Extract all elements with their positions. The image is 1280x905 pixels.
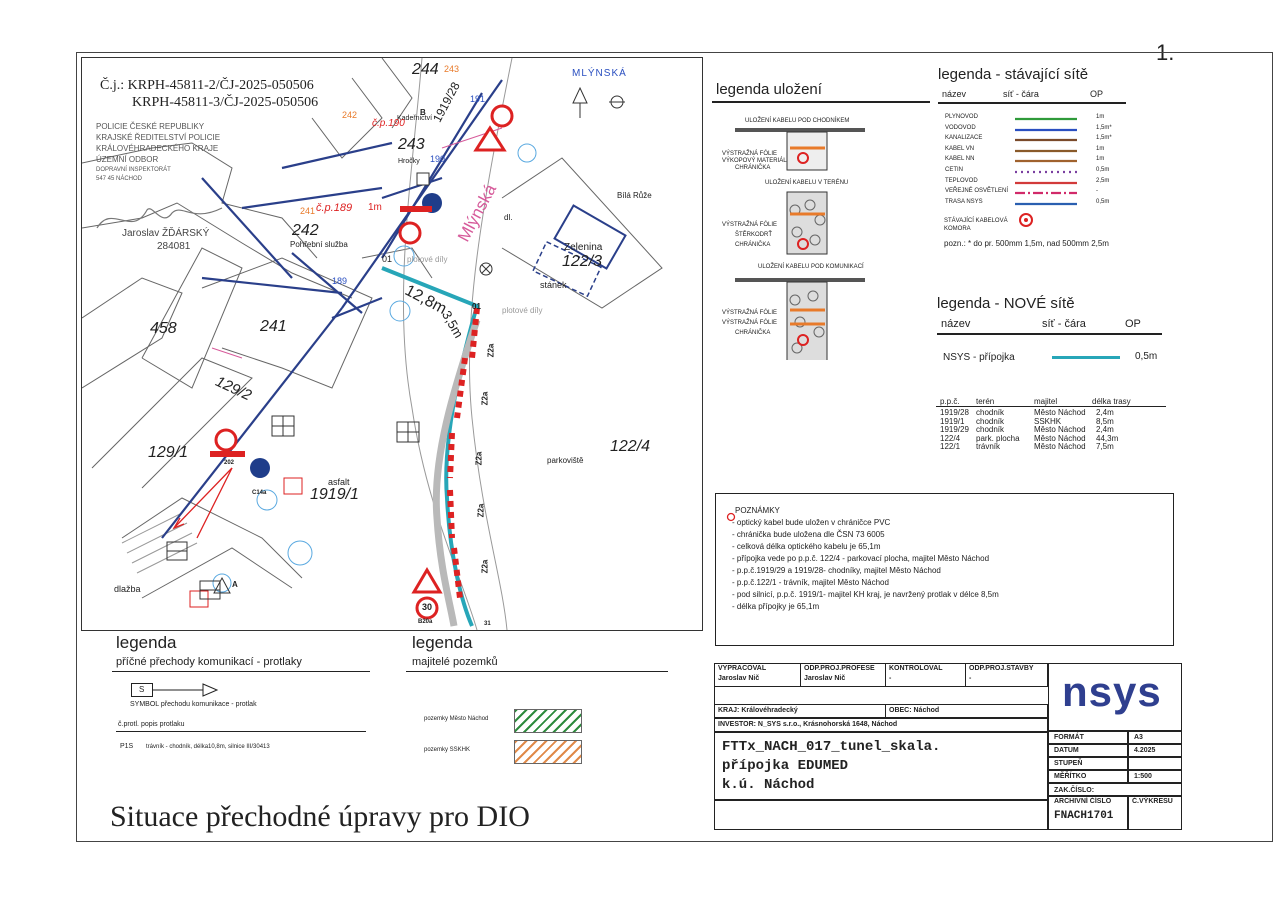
tb-cvykresu-label: Č.VÝKRESU <box>1132 798 1173 805</box>
label-kadernictvi: Kadeřnictví <box>397 115 433 122</box>
parcel-table-cell: 122/4 <box>940 433 961 443</box>
tb-kraj: KRAJ: Královéhradecký <box>718 707 798 714</box>
label-plotove-1: plotové díly <box>407 255 448 264</box>
stavajici-col-sit: síť - čára <box>1003 89 1039 99</box>
stavajici-row-line <box>1015 180 1077 186</box>
stavajici-row-name: CETIN <box>945 167 963 173</box>
legenda-nove-title: legenda - NOVÉ sítě <box>937 295 1075 312</box>
label-01-top: 01 <box>382 254 393 264</box>
stamp-number: 284081 <box>157 241 191 252</box>
sign-a: A <box>232 580 238 589</box>
sign-label-202: 202 <box>224 460 235 466</box>
tb-vypracoval-label: VYPRACOVAL <box>718 665 767 672</box>
label-dl: dl. <box>504 213 513 222</box>
tb-grid-label: DATUM <box>1054 747 1079 754</box>
protlak-header-rule <box>116 731 366 732</box>
label-191: 191 <box>470 94 486 104</box>
label-point-31: 31 <box>484 621 491 627</box>
label-1m: 1m <box>368 202 382 213</box>
tb-grid-value: 1:500 <box>1134 773 1152 780</box>
tb-kontroloval: - <box>889 675 892 682</box>
page-number: 1. <box>1156 40 1175 65</box>
parcel-242-small: 242 <box>342 110 358 120</box>
parcel-242: 242 <box>292 222 319 239</box>
section1-label-c: CHRÁNIČKA <box>735 165 771 171</box>
label-stanek: stánek <box>540 280 567 290</box>
tb-project-line-1: FTTx_NACH_017_tunel_skala. <box>722 739 941 755</box>
stavajici-row-line <box>1015 137 1077 143</box>
tb-project-line-3: k.ú. Náchod <box>722 777 815 793</box>
poznamky-line: - délka přípojky je 65,1m <box>732 602 820 611</box>
parcel-241: 241 <box>260 318 287 335</box>
parcel-table-header: terén <box>976 397 995 406</box>
stamp-ref-2: KRPH-45811-3/ČJ-2025-050506 <box>132 95 319 110</box>
tb-grid-value: A3 <box>1134 734 1143 741</box>
parcel-table-cell: 8,5m <box>1096 416 1114 426</box>
stavajici-row-name: PLYNOVOD <box>945 114 978 120</box>
stavajici-row-name: TRASA NSYS <box>945 198 983 205</box>
parcel-1919-28: 1919/28 <box>430 79 463 125</box>
section3-label-b: VÝSTRAŽNÁ FÓLIE <box>722 320 778 326</box>
barrier-z2a-3: Z2a <box>474 451 484 466</box>
parcel-table-header: p.p.č. <box>940 397 960 406</box>
tb-odp-label: ODP.PROJ.PROFESE <box>804 665 875 672</box>
nove-row-line <box>1052 356 1120 359</box>
street-mlynska: Mlýnská <box>454 180 501 245</box>
tb-archiv: FNACH1701 <box>1054 810 1114 822</box>
sign-b: B <box>420 108 426 117</box>
barrier-z2a-4: Z2a <box>476 503 486 518</box>
protlak-symbol-letter: S <box>139 685 145 694</box>
parcel-table-cell: SSKHK <box>1034 416 1062 426</box>
poznamky-line: - celková délka optického kabelu je 65,1m <box>732 542 881 551</box>
stavajici-row-line <box>1015 190 1077 196</box>
tb-grid-label: FORMÁT <box>1054 734 1084 741</box>
parcel-243: 243 <box>398 136 425 153</box>
sheet-title: Situace přechodné úpravy pro DIO <box>110 800 530 833</box>
poznamky-lines <box>732 517 999 613</box>
tb-blank-box <box>714 800 1048 830</box>
nove-col-nazev: název <box>941 318 971 330</box>
stavajici-col-nazev: název <box>942 89 967 99</box>
parcel-table-cell: 2,4m <box>1096 408 1114 417</box>
poznamky-line: - pod silnicí, p.p.č. 1919/1- majitel KH kraj, je navržený protlak v délce 8,5m <box>732 590 999 599</box>
stavajici-row-name: KABEL NN <box>945 156 975 163</box>
parcel-table-header: majitel <box>1034 397 1058 406</box>
cable-chamber-icon <box>1018 212 1034 228</box>
parcel-table-cell: 2,4m <box>1096 425 1114 434</box>
stamp-ref-1: Č.j.: KRPH-45811-2/ČJ-2025-050506 <box>100 78 314 93</box>
parcel-table-cell: 7,5m <box>1096 442 1114 451</box>
legenda-prechody-title: legenda <box>116 633 177 652</box>
section1-label-a: VÝSTRAŽNÁ FÓLIE <box>722 151 778 157</box>
stavajici-row-name: VEŘEJNÉ OSVĚTLENÍ <box>945 188 1009 195</box>
barrier-z2a-2: Z2a <box>480 391 490 406</box>
stavajici-row-line <box>1015 201 1077 207</box>
stavajici-row-name: VODOVOD <box>945 124 976 131</box>
parcel-table-cell: chodník <box>976 408 1005 417</box>
section3-title: ULOŽENÍ KABELU POD KOMUNIKACÍ <box>758 264 864 270</box>
protlak-symbol-text: SYMBOL přechodu komunikace - protlak <box>130 701 257 708</box>
label-asfalt: asfalt <box>328 477 350 487</box>
parcel-243-small: 243 <box>444 64 460 74</box>
tb-odp-stavby-label: ODP.PROJ.STAVBY <box>969 665 1034 672</box>
parcel-122-4: 122/4 <box>610 438 651 455</box>
parcel-122-3: 122/3 <box>562 253 603 270</box>
stamp-line-4: ÚZEMNÍ ODBOR <box>96 155 159 164</box>
legenda-prechody-subtitle: příčné přechody komunikací - protlaky <box>116 656 302 668</box>
stavajici-row-op: 2,5m <box>1096 177 1110 184</box>
tb-zak-label: ZAK.ČÍSLO: <box>1054 787 1095 794</box>
stavajici-row-op: 0,5m <box>1096 198 1110 205</box>
majitele-swatch-sskhk <box>514 740 582 764</box>
nove-col-op: OP <box>1125 318 1141 330</box>
tb-grid-value-cell <box>1128 757 1182 770</box>
label-bila-ruze: Bílá Růže <box>617 191 652 200</box>
parcel-table-rule <box>936 406 1166 407</box>
barrier-z2a-5: Z2a <box>480 559 490 574</box>
nove-rule <box>937 333 1162 335</box>
stavajici-row-name: KANALIZACE <box>945 135 983 142</box>
poznamky-line: - chránička bude uložena dle ČSN 73 6005 <box>732 530 885 539</box>
tb-vypracoval: Jaroslav Nič <box>718 675 760 682</box>
label-hrocky: Hročky <box>398 158 420 165</box>
stavajici-row-name: KABEL VN <box>945 145 975 152</box>
nove-row-op: 0,5m <box>1135 351 1158 362</box>
street-mlynska-top: MLÝNSKÁ <box>572 68 627 79</box>
stavajici-komora: STÁVAJÍCÍ KABELOVÁ KOMORA <box>944 218 1008 232</box>
stavajici-row-op: 1m <box>1096 156 1105 163</box>
tb-grid-value: 4.2025 <box>1134 747 1156 754</box>
nsys-logo: nsys <box>1062 668 1162 715</box>
tb-archiv-label: ARCHIVNÍ ČÍSLO <box>1054 798 1112 805</box>
stavajici-row-line <box>1015 116 1077 122</box>
poznamky-title: POZNÁMKY <box>735 506 780 515</box>
stavajici-row-op: 1m <box>1096 145 1105 152</box>
majitele-swatch-mesto <box>514 709 582 733</box>
protlak-row-id: P1S <box>120 743 134 750</box>
parcel-table-cell: chodník <box>976 416 1005 426</box>
sign-speed-30: 30 <box>422 602 433 612</box>
label-189: 189 <box>332 276 348 286</box>
stavajici-pozn: pozn.: * do pr. 500mm 1,5m, nad 500mm 2,5m <box>944 239 1109 248</box>
protlak-col-header: č.protl. popis protlaku <box>118 721 185 728</box>
label-cp189: č.p.189 <box>316 202 353 214</box>
parcel-table-cell: trávník <box>976 442 1001 451</box>
label-190: 190 <box>430 154 446 164</box>
poznamky-line: - p.p.č.1919/29 a 1919/28- chodníky, majitel Město Náchod <box>732 566 941 575</box>
signature <box>92 198 232 238</box>
parcel-table-cell: 44,3m <box>1096 433 1119 443</box>
stavajici-row-line <box>1015 169 1077 175</box>
parcel-241-small: 241 <box>300 206 316 216</box>
parcel-table-cell: chodník <box>976 425 1005 434</box>
tb-odp: Jaroslav Nič <box>804 675 846 682</box>
parcel-table-cell: park. plocha <box>976 433 1020 443</box>
tb-investor: INVESTOR: N_SYS s.r.o., Krásnohorská 1648, Náchod <box>718 721 898 728</box>
parcel-129-2: 129/2 <box>212 373 255 405</box>
legenda-ulozeni-rule <box>712 101 930 103</box>
parcel-table-cell: Město Náchod <box>1034 408 1086 417</box>
majitele-row-2: pozemky SSKHK <box>424 747 471 753</box>
protlak-arrow-icon <box>153 683 223 697</box>
stamp-line-6: 547 45 NÁCHOD <box>96 176 143 182</box>
nove-row-name: NSYS - přípojka <box>943 352 1015 363</box>
parcel-129-1: 129/1 <box>148 444 189 461</box>
section2-label-c: CHRÁNIČKA <box>735 242 771 248</box>
prechody-rule <box>112 671 370 672</box>
tb-kontroloval-label: KONTROLOVAL <box>889 665 943 672</box>
dimension-3-5m: 3,5m <box>439 308 467 341</box>
legenda-stavajici-title: legenda - stávající sítě <box>938 66 1089 83</box>
tb-grid-label: MĚŘÍTKO <box>1054 773 1087 780</box>
section1-label-b: VÝKOPOVÝ MATERIÁL <box>722 158 787 164</box>
legenda-ulozeni-title: legenda uložení <box>716 81 822 98</box>
stavajici-row-name: TEPLOVOD <box>945 177 978 184</box>
tb-odp-stavby: - <box>969 675 972 682</box>
stavajici-rule <box>938 102 1126 104</box>
label-parkoviste: parkoviště <box>547 456 584 465</box>
sign-label-b20a: B20a <box>418 619 433 625</box>
label-point-01: 01 <box>472 302 481 311</box>
dimension-12-8m: 12,8m <box>402 282 450 318</box>
stamp-line-3: KRÁLOVÉHRADECKÉHO KRAJE <box>96 144 219 153</box>
poznamky-line: - optický kabel bude uložen v chráničce PVC <box>732 518 891 527</box>
sign-label-c14a: C14a <box>252 490 267 496</box>
poznamky-line: - p.p.č.122/1 - trávník, majitel Město Náchod <box>732 578 889 587</box>
tb-project-line-2: přípojka EDUMED <box>722 758 849 774</box>
stamp-line-1: POLICIE ČESKÉ REPUBLIKY <box>96 122 205 131</box>
label-dlazba: dlažba <box>114 584 141 594</box>
stavajici-col-op: OP <box>1090 89 1104 99</box>
parcel-1919-1: 1919/1 <box>310 486 359 503</box>
barrier-z2a-1: Z2a <box>486 343 496 358</box>
label-pohrebni: Pohřební služba <box>290 240 348 249</box>
section2-label-a: VÝSTRAŽNÁ FÓLIE <box>722 222 778 228</box>
stavajici-row-op: - <box>1096 188 1098 195</box>
poznamky-line: - přípojka vede po p.p.č. 122/4 - parkovací plocha, majitel Město Náchod <box>732 554 990 563</box>
section2-title: ULOŽENÍ KABELU V TERÉNU <box>765 180 849 186</box>
parcel-table-cell: Město Náchod <box>1034 442 1086 451</box>
stavajici-row-line <box>1015 127 1077 133</box>
stavajici-row-op: 1m <box>1096 114 1105 120</box>
section3-label-c: CHRÁNIČKA <box>735 330 771 336</box>
stamp-line-2: KRAJSKÉ ŘEDITELSTVÍ POLICIE <box>96 133 221 142</box>
legenda-majitele-subtitle: majitelé pozemků <box>412 656 498 668</box>
parcel-table-cell: Město Náchod <box>1034 433 1086 443</box>
section1-title: ULOŽENÍ KABELU POD CHODNÍKEM <box>745 118 850 124</box>
section2-label-b: ŠTĚRKODRŤ <box>735 232 773 238</box>
stamp-line-5: DOPRAVNÍ INSPEKTORÁT <box>96 167 171 173</box>
majitele-row-1: pozemky Město Náchod <box>424 716 489 722</box>
parcel-table-header: délka trasy <box>1092 397 1131 406</box>
parcel-table-cell: 122/1 <box>940 442 961 451</box>
protlak-row-text: trávník - chodník, délka10,8m, silnice III/30413 <box>146 744 270 750</box>
section3-label-a: VÝSTRAŽNÁ FÓLIE <box>722 310 778 316</box>
stavajici-row-op: 0,5m <box>1096 167 1110 173</box>
parcel-table-cell: 1919/29 <box>940 425 969 434</box>
label-zelenina: Zelenina <box>564 242 603 253</box>
parcel-458: 458 <box>150 320 177 337</box>
parcel-table-cell: 1919/28 <box>940 408 969 417</box>
parcel-table-cell: 1919/1 <box>940 416 965 426</box>
tb-grid-label: STUPEŇ <box>1054 760 1083 767</box>
stavajici-row-line <box>1015 148 1077 154</box>
parcel-244: 244 <box>412 61 439 78</box>
stamp-name: Jaroslav ŽĎÁRSKÝ <box>122 228 210 239</box>
tb-obec: OBEC: Náchod <box>889 707 940 714</box>
site-map <box>81 57 703 631</box>
stavajici-row-line <box>1015 158 1077 164</box>
stavajici-row-op: 1,5m* <box>1096 124 1112 131</box>
nove-col-sit: síť - čára <box>1042 318 1086 330</box>
legenda-majitele-title: legenda <box>412 633 473 652</box>
majitele-rule <box>406 671 668 672</box>
label-plotove-2: plotové díly <box>502 306 543 315</box>
parcel-table-cell: Město Náchod <box>1034 425 1086 434</box>
label-cp190: č.p.190 <box>372 118 405 129</box>
stavajici-row-op: 1,5m* <box>1096 135 1112 142</box>
